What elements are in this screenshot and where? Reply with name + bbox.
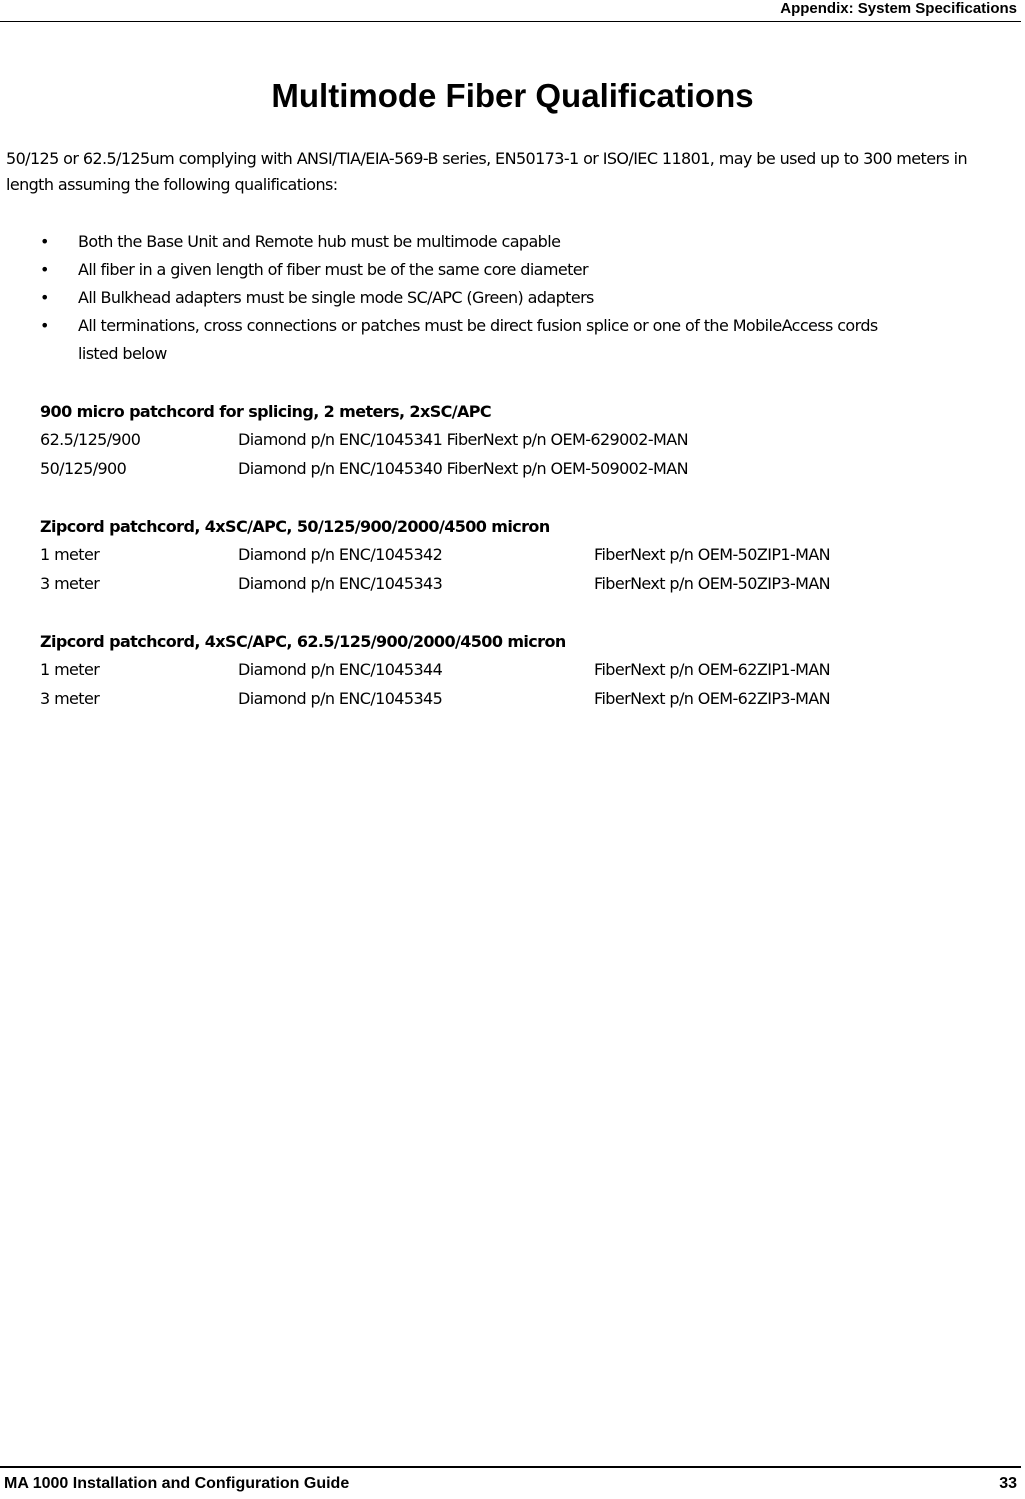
fibernext-part-number: FiberNext p/n OEM-62ZIP3-MAN [594,689,831,708]
diamond-part-number: Diamond p/n ENC/1045343 [238,574,443,593]
qualification-list [6,228,1018,368]
fibernext-part-number: FiberNext p/n OEM-50ZIP3-MAN [594,574,831,593]
table-row [40,454,1018,483]
intro-paragraph: 50/125 or 62.5/125um complying with ANSI/TIA/EIA-569-B series, EN50173-1 or ISO/IEC 11801, may be used up to 300 meters in length assuming the following qualifications: [6,149,968,194]
table-row [40,540,1018,569]
list-item [6,228,918,256]
fibernext-part-number: FiberNext p/n OEM-50ZIP1-MAN [594,545,831,564]
list-item [6,284,918,312]
cable-length: 3 meter [40,689,100,708]
table-row [40,569,1018,598]
list-item-text: Both the Base Unit and Remote hub must be multimode capable [78,232,561,251]
bullet-icon: • [40,260,49,279]
section-title: 900 micro patchcord for splicing, 2 meters, 2xSC/APC [40,402,492,421]
bullet-icon: • [40,316,49,335]
page-footer [0,1466,1021,1499]
list-item-text: All terminations, cross connections or patches must be direct fusion splice or one of the MobileAccess cords listed below [78,316,878,363]
document-title: MA 1000 Installation and Configuration Guide [4,1475,350,1492]
patchcord-section-zipcord-50 [6,514,1018,598]
patchcord-section-900-micro [6,399,1018,483]
table-row [40,425,1018,454]
list-item-text: All fiber in a given length of fiber must be of the same core diameter [78,260,588,279]
list-item-text: All Bulkhead adapters must be single mode SC/APC (Green) adapters [78,288,594,307]
patchcord-section-zipcord-62 [6,629,1018,713]
cable-spec: 50/125/900 [40,459,127,478]
part-numbers: Diamond p/n ENC/1045341 FiberNext p/n OEM-629002-MAN [238,430,688,449]
page-content [6,146,1018,713]
cable-length: 1 meter [40,660,100,679]
section-title: Zipcord patchcord, 4xSC/APC, 50/125/900/2000/4500 micron [40,517,550,536]
page-number: 33 [999,1475,1017,1492]
cable-spec: 62.5/125/900 [40,430,141,449]
page-title: Multimode Fiber Qualifications [271,77,754,114]
diamond-part-number: Diamond p/n ENC/1045342 [238,545,443,564]
fibernext-part-number: FiberNext p/n OEM-62ZIP1-MAN [594,660,831,679]
cable-length: 3 meter [40,574,100,593]
diamond-part-number: Diamond p/n ENC/1045345 [238,689,443,708]
list-item [6,256,918,284]
cable-length: 1 meter [40,545,100,564]
table-row [40,684,1018,713]
list-item [6,312,918,368]
part-numbers: Diamond p/n ENC/1045340 FiberNext p/n OEM-509002-MAN [238,459,688,478]
page-header [0,0,1021,22]
bullet-icon: • [40,288,49,307]
bullet-icon: • [40,232,49,251]
diamond-part-number: Diamond p/n ENC/1045344 [238,660,443,679]
section-title: Zipcord patchcord, 4xSC/APC, 62.5/125/900/2000/4500 micron [40,632,566,651]
table-row [40,655,1018,684]
header-title: Appendix: System Specifications [780,0,1017,17]
